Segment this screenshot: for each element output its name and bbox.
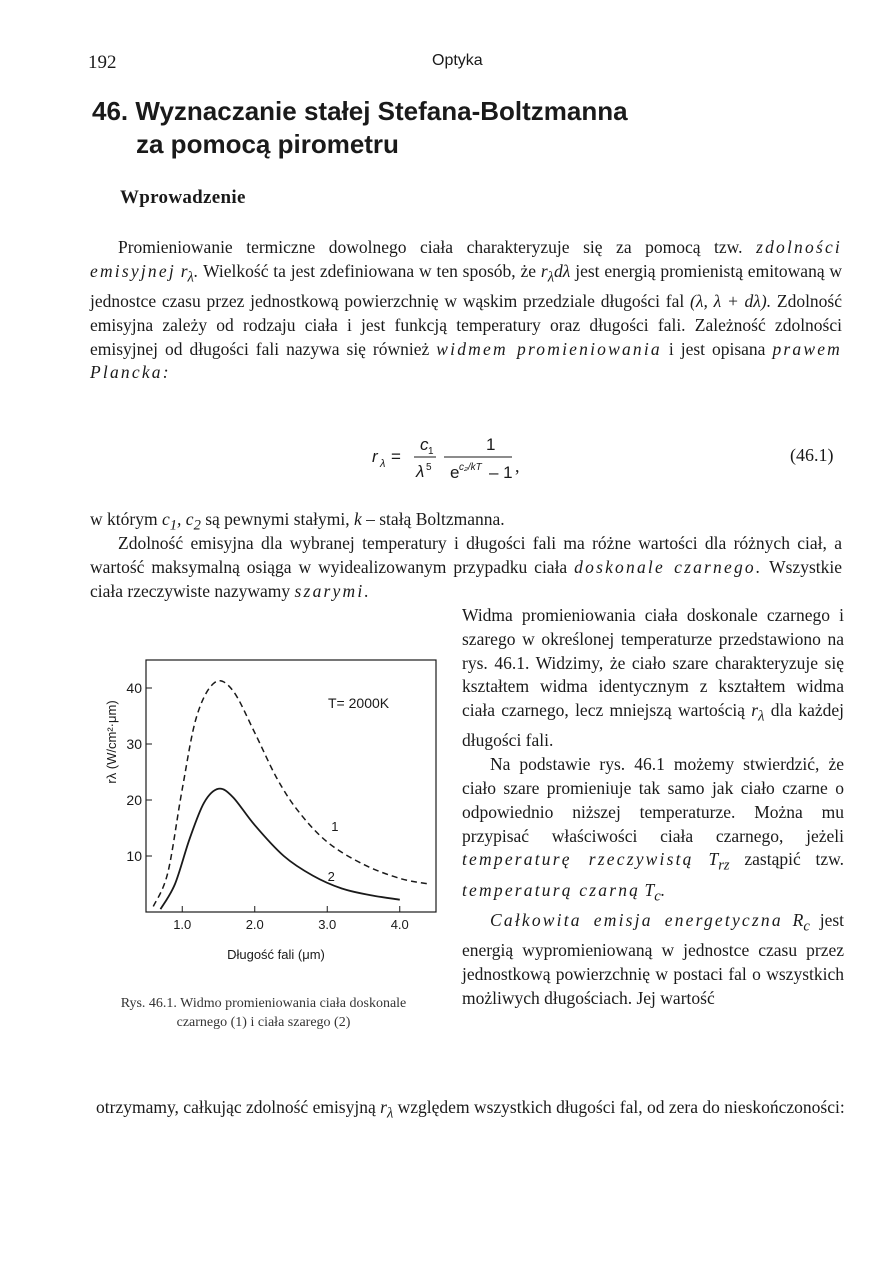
section-heading: Wprowadzenie [120, 187, 246, 208]
x-tick-label-1.0: 1.0 [173, 917, 192, 932]
svg-text:1: 1 [486, 435, 496, 454]
svg-text:e: e [450, 463, 460, 482]
y-tick-label-20: 20 [126, 792, 142, 808]
running-head: Optyka [432, 52, 483, 69]
right-p1-end: dla każdej długości fali. [462, 700, 845, 751]
symbol-Tc: $T_c$. [644, 879, 666, 905]
p2-text-a: Zdolność emisyjna dla wybranej temperatury i długości fali ma różne wartości dla różnych ciał, a wartość maksymalną osiąga w wyidealizowanym przypadku ciała [90, 533, 842, 577]
equation-comma: , [515, 456, 520, 476]
svg-text:– 1: – 1 [489, 463, 512, 482]
svg-text:=: = [391, 447, 401, 466]
svg-text:c: c [420, 435, 429, 454]
page-number: 192 [88, 52, 117, 73]
right-column [462, 604, 844, 1011]
planck-equation [372, 430, 512, 486]
bottom-text-a: otrzymamy, całkując zdolność emisyjną [96, 1097, 376, 1117]
after-eq-b: są pewnymi stałymi, [205, 509, 350, 529]
figure-caption: Rys. 46.1. Widmo promieniowania ciała doskonale czarnego (1) i ciała szarego (2) [120, 996, 407, 1030]
after-eq-a: w którym [90, 509, 158, 529]
chart-annotation-temperature: T= 2000K [328, 695, 390, 711]
series-1-label: 1 [331, 818, 339, 834]
right-p2-b: zastąpić tzw. [744, 849, 845, 870]
x-axis-label: Długość fali (μm) [227, 947, 325, 962]
paragraph-2 [90, 532, 842, 603]
x-tick-label-3.0: 3.0 [318, 917, 337, 932]
symbol-c1-c2: $c_1$, $c_2$ [161, 509, 201, 534]
svg-text:λ: λ [380, 458, 386, 470]
svg-text:1: 1 [428, 446, 434, 457]
symbol-Rc: $R_c$ [792, 910, 810, 935]
term-emissivity: zdolności emisyjnej [90, 237, 842, 281]
y-tick-label-10: 10 [126, 848, 142, 864]
plot-frame [146, 660, 436, 912]
intro-text-c: jest energią promienistą emitowaną w jednostce czasu przez jednostkową powierzchnię w wąskim przedziale długości fal [90, 260, 843, 312]
figure-46-1 [96, 652, 441, 964]
symbol-r-lambda: $r_\lambda$. [180, 260, 199, 286]
series-2-greybody-curve [161, 789, 400, 910]
svg-text:λ: λ [416, 462, 425, 481]
right-p2-a: Na podstawie rys. 46.1 możemy stwierdzić, że ciało szare promieniuje tak samo jak ciało czarne o odpowiednio niższej temperaturze. Można mu przypisać właściwości ciała czarnego, jeżeli [462, 754, 844, 846]
series-1-blackbody-curve [153, 681, 429, 907]
symbol-Trz: $T_{rz}$ [708, 849, 730, 874]
term-total-emission: Całkowita emisja energetyczna [490, 910, 783, 931]
svg-text:c₂/kT: c₂/kT [459, 462, 482, 473]
svg-text:r: r [372, 447, 378, 466]
after-eq-c: – stałą Boltzmanna. [366, 509, 505, 529]
term-spectrum: widmem promieniowania [436, 338, 662, 359]
term-black-temperature: temperaturą czarną [462, 879, 641, 900]
term-real-temperature: temperaturę rzeczywistą [462, 849, 694, 870]
term-planck: prawem Plancka: [90, 338, 843, 383]
bottom-paragraph [96, 1096, 846, 1126]
svg-text:5: 5 [426, 462, 432, 473]
x-tick-label-2.0: 2.0 [245, 917, 264, 932]
intro-paragraph [90, 236, 842, 385]
right-p3-a: jest energią wypromieniowaną w jednostce czasu przez jednostkową powierzchnię w postaci fal o wszystkich możliwych długościach. Jej wartość [462, 910, 845, 1008]
intro-text-e: i jest opisana [668, 338, 766, 359]
bottom-text-b: względem wszystkich długości fal, od zera do nieskończoności: [397, 1097, 845, 1117]
x-tick-label-4.0: 4.0 [390, 917, 409, 932]
title-line-2: za pomocą pirometru [136, 129, 399, 159]
equation-number: (46.1) [790, 445, 834, 465]
y-tick-label-40: 40 [126, 680, 142, 696]
interval-symbol: (λ, λ + dλ). [690, 291, 772, 312]
chapter-title [92, 95, 628, 161]
intro-text-a: Promieniowanie termiczne dowolnego ciała charakteryzuje się za pomocą tzw. [118, 237, 743, 257]
title-line-1: 46. Wyznaczanie stałej Stefana-Boltzmanna [92, 96, 628, 126]
term-grey: szarymi. [294, 580, 371, 601]
y-tick-label-30: 30 [126, 736, 142, 752]
symbol-r-lambda-2: $r_\lambda$ [751, 700, 765, 725]
right-p1: Widma promieniowania ciała doskonale czarnego i szarego w określonej temperaturze przedstawiono na rys. 46.1. Widzimy, że ciało szare charakteryzuje się kształtem widma identycznym z kształtem widma ciała czarnego, lecz mniejszą wartością [462, 605, 844, 721]
term-blackbody: doskonale czarnego. [574, 556, 763, 577]
symbol-k: k [353, 509, 362, 529]
symbol-rdl: $r_\lambda d\lambda$ [540, 260, 571, 286]
symbol-r-lambda-3: $r_\lambda$ [380, 1097, 394, 1122]
intro-text-d: Zdolność emisyjna zależy od rodzaju ciała i jest funkcją temperatury oraz długości fali. Zależność zdolności emisyjnej od długości fali nazywa się również [90, 291, 843, 359]
p2-text-b: Wszystkie ciała rzeczywiste nazywamy [90, 556, 842, 601]
series-2-label: 2 [327, 869, 335, 885]
y-axis-label: rλ (W/cm²·μm) [104, 700, 119, 784]
intro-text-b: Wielkość ta jest zdefiniowana w ten sposób, że [203, 260, 537, 281]
